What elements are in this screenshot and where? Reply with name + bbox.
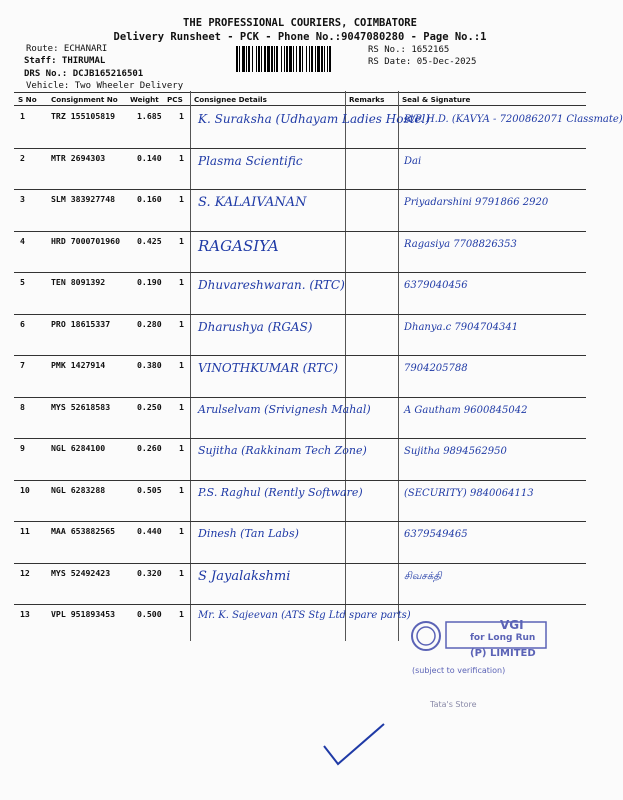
remarks-divider: [345, 91, 346, 641]
row-consignment: VPL 951893453: [51, 609, 116, 619]
row-sno: 1: [20, 111, 25, 121]
row-signature: (SECURITY) 9840064113: [404, 487, 534, 499]
row-weight: 0.250: [137, 401, 162, 412]
row-weight: 0.190: [137, 277, 162, 287]
row-pcs: 1: [179, 152, 184, 163]
row-consignment: PMK 1427914: [51, 360, 106, 370]
col-pcs: PCS: [167, 95, 183, 104]
row-consignee: K. Suraksha (Udhayam Ladies Hostel): [198, 112, 431, 126]
header-divider: [14, 105, 586, 106]
stamp-line-3: (P) LIMITED: [470, 648, 536, 659]
row-divider: [14, 438, 586, 439]
row-pcs: 1: [179, 401, 184, 412]
col-remarks: Remarks: [349, 95, 385, 104]
row-consignee: Sujitha (Rakkinam Tech Zone): [198, 444, 367, 457]
row-sno: 12: [20, 567, 30, 578]
row-sno: 8: [20, 401, 25, 412]
row-divider: [14, 231, 586, 232]
row-consignee: Plasma Scientific: [198, 153, 303, 168]
row-divider: [14, 314, 586, 315]
row-signature: R/P. H.D. (KAVYA - 7200862071 Classmate): [404, 114, 623, 125]
row-pcs: 1: [179, 111, 184, 121]
stamp-line-4: (subject to verification): [412, 666, 506, 675]
barcode: [236, 46, 364, 72]
row-divider: [14, 148, 586, 149]
footer-note: Tata's Store: [430, 700, 477, 709]
check-mark-icon: [320, 720, 390, 770]
row-weight: 0.320: [137, 567, 162, 578]
row-consignment: MYS 52492423: [51, 567, 111, 578]
staff-label: Staff: THIRUMAL: [24, 56, 106, 66]
col-consignee: Consignee Details: [194, 95, 267, 104]
row-weight: 0.500: [137, 609, 162, 619]
row-divider: [14, 604, 586, 605]
rs-date: RS Date: 05-Dec-2025: [368, 57, 477, 67]
row-pcs: 1: [179, 526, 184, 536]
row-divider: [14, 189, 586, 190]
row-weight: 0.260: [137, 443, 162, 453]
row-consignee: VINOTHKUMAR (RTC): [198, 361, 339, 375]
row-weight: 0.440: [137, 526, 162, 536]
row-consignee: Dharushya (RGAS): [198, 319, 313, 334]
row-weight: 0.140: [137, 152, 162, 163]
row-signature: Dai: [404, 155, 422, 167]
row-consignment: NGL 6284100: [51, 443, 106, 453]
signature-divider: [398, 91, 399, 641]
row-weight: 0.280: [137, 318, 162, 329]
col-sno: S No: [18, 95, 37, 104]
row-consignment: MTR 2694303: [51, 152, 106, 163]
row-consignment: MAA 653882565: [51, 526, 116, 536]
row-consignee: RAGASIYA: [198, 236, 279, 255]
row-sno: 5: [20, 277, 25, 287]
row-weight: 0.380: [137, 360, 162, 370]
row-weight: 0.160: [137, 194, 162, 204]
row-consignment: HRD 7000701960: [51, 235, 121, 246]
row-pcs: 1: [179, 277, 184, 287]
row-consignment: NGL 6283288: [51, 484, 106, 495]
row-divider: [14, 272, 586, 273]
row-sno: 10: [20, 484, 30, 495]
row-sno: 4: [20, 235, 25, 246]
row-sno: 7: [20, 360, 25, 370]
row-consignment: TEN 8091392: [51, 277, 106, 287]
row-consignee: Arulselvam (Srivignesh Mahal): [198, 402, 371, 416]
company-title: THE PROFESSIONAL COURIERS, COIMBATORE: [183, 17, 417, 29]
row-sno: 9: [20, 443, 25, 453]
table-top-border: [14, 92, 586, 93]
row-consignee: Dinesh (Tan Labs): [198, 527, 299, 540]
row-sno: 11: [20, 526, 30, 536]
consignee-divider: [190, 91, 191, 641]
row-weight: 1.685: [137, 111, 162, 121]
row-signature: A Gautham 9600845042: [404, 404, 528, 416]
row-consignment: TRZ 155105819: [51, 111, 116, 121]
row-sno: 13: [20, 609, 30, 619]
col-signature: Seal & Signature: [402, 95, 471, 104]
row-divider: [14, 397, 586, 398]
stamp-line-2: for Long Run: [470, 633, 536, 643]
row-sno: 2: [20, 152, 25, 163]
row-sno: 6: [20, 318, 25, 329]
row-divider: [14, 480, 586, 481]
row-pcs: 1: [179, 360, 184, 370]
vehicle-label: Vehicle: Two Wheeler Delivery: [26, 81, 184, 91]
row-signature: Ragasiya 7708826353: [404, 238, 517, 250]
row-signature: Dhanya.c 7904704341: [404, 321, 519, 333]
row-signature: 6379040456: [404, 280, 468, 291]
row-pcs: 1: [179, 318, 184, 329]
row-signature: Sujitha 9894562950: [404, 446, 507, 457]
row-consignment: PRO 18615337: [51, 318, 111, 329]
row-signature: Priyadarshini 9791866 2920: [404, 197, 549, 208]
row-consignee: P.S. Raghul (Rently Software): [198, 485, 363, 499]
row-divider: [14, 563, 586, 564]
row-consignment: SLM 383927748: [51, 194, 116, 204]
row-divider: [14, 521, 586, 522]
row-pcs: 1: [179, 235, 184, 246]
row-consignee: S. KALAIVANAN: [198, 195, 307, 210]
route-label: Route: ECHANARI: [26, 44, 108, 54]
row-pcs: 1: [179, 194, 184, 204]
row-pcs: 1: [179, 567, 184, 578]
row-sno: 3: [20, 194, 25, 204]
col-weight: Weight: [130, 95, 159, 104]
row-signature: 6379549465: [404, 529, 468, 540]
col-consignment: Consignment No: [51, 95, 118, 104]
row-signature: 7904205788: [404, 363, 468, 374]
row-consignee: Mr. K. Sajeevan (ATS Stg Ltd spare parts): [198, 610, 411, 621]
row-pcs: 1: [179, 484, 184, 495]
row-consignment: MYS 52618583: [51, 401, 111, 412]
stamp-line-1: VGI: [500, 618, 524, 632]
row-pcs: 1: [179, 443, 184, 453]
row-weight: 0.425: [137, 235, 162, 246]
row-pcs: 1: [179, 609, 184, 619]
row-consignee: Dhuvareshwaran. (RTC): [198, 278, 345, 292]
runsheet-subtitle: Delivery Runsheet - PCK - Phone No.:9047080280 - Page No.:1: [113, 31, 487, 43]
drs-label: DRS No.: DCJB165216501: [24, 69, 144, 79]
row-divider: [14, 355, 586, 356]
row-signature: சிவசக்தி: [404, 570, 442, 582]
rs-number: RS No.: 1652165: [368, 45, 450, 55]
row-consignee: S Jayalakshmi: [198, 568, 291, 584]
row-weight: 0.505: [137, 484, 162, 495]
